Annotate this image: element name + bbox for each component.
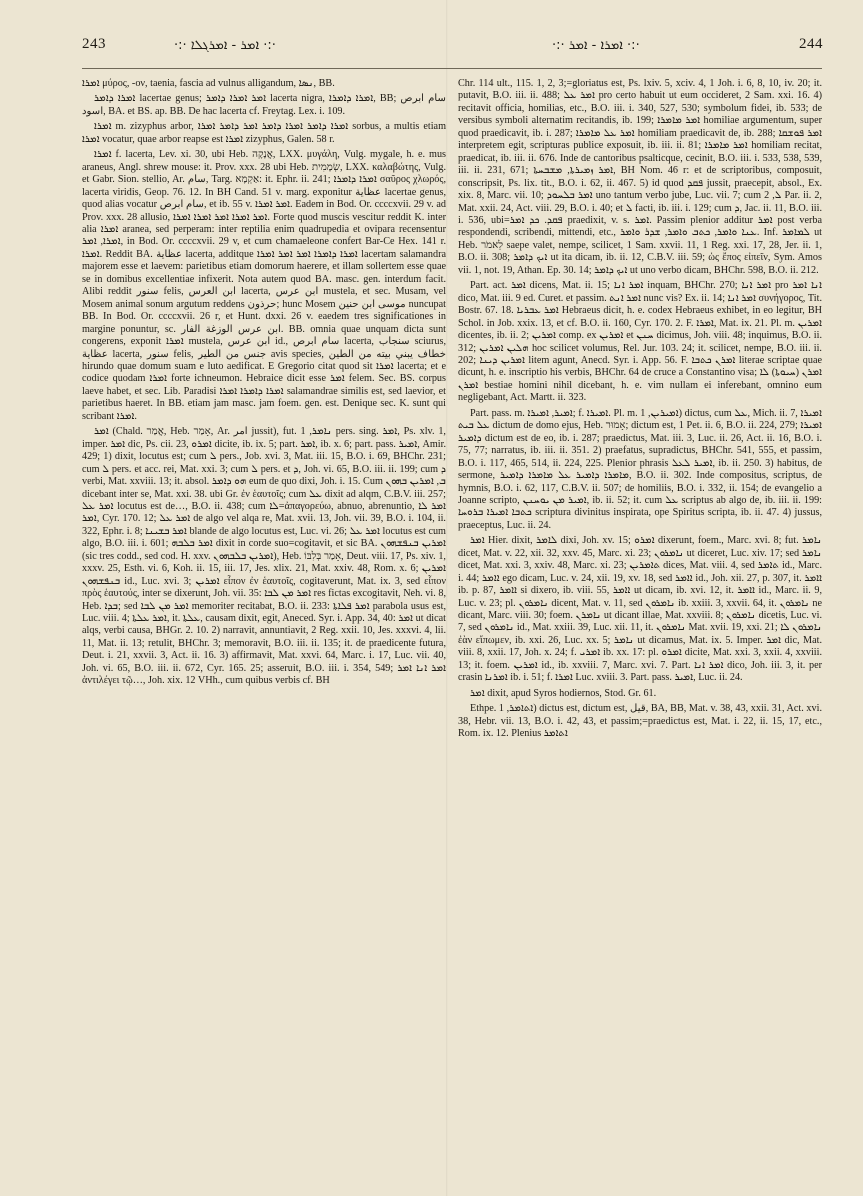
left-page-number: 243 <box>82 36 106 52</box>
right-page-number: 244 <box>799 36 823 52</box>
entry-paragraph: Chr. 114 ult., 115. 1, 2, 3;=gloriatus est, Ps. lxiv. 5, xciv. 4, 1 Joh. i. 6, 8, 10, iv. 20; it. putavit, B.O. iii. ii. 488; ܐܡܪ ܥܠ pro certo habuit ut eum occideret, 2 Sam. xxi. 16. 4) recitavit officia, homilias, etc., B.O. iii. i. 340, 527, 530; symbolum fidei, ib. 533; de versibus symboli alternatim recitandis, ib. 199; ܐܡܪ ܡܐܡܪܐ homiliae argumentum, super quod praedicavit, ib. i. 287; ܐܡܪ ܥܠ ܡܐܡܪܐ homiliam praedicavit de, ib. 288; ܐܡܪ ܦܘܫܩܐ interpretem egit, scripturas publice exposuit, ib. iii. ii. 81; ܐܡܪ ܡܐܡܪܐ homiliam recitat, praedicat, ib. iii. ii. 676. Inde de cantoribus psalticque, cecinit, B.O. iii. i. 533, 538, 539, iii. ii. 231, 671; ܐܡܪ ܙܡܝܪܬܐ, ܡܫܒܚܬܐ, BH Nom. 46 r: et de scriptoribus, composuit, conscripsit, Ps. lix. tit., B.O. i. 62, ii. 467. 5) id quod ܦܩܕ jussit, praecepit, absol., Ex. xix. 8, Marc. vii. 10; ܐܡܪ ܒܠܚܘܕ uno tantum verbo jube, Luc. vii. 7; cum ܠ, 2 Par. ii. 2, Mat. xxii. 24, Act. viii. 29, B.O. i. 40; et ܠ facti, ib. iii. i. 129; cum ܕ, Jac. ii. 11, B.O. iii. i. 536, ubi=ܦܩܕ. ܟܕ ܐܡܪ praedixit, v. s. ܐܡܪ. Passim plenior additur ܐܡܪ post verba respondendi, scribendi, mittendi, etc., ܥܢܐ ܘܐܡܪ, ܟܬܒ ܘܐܡܪ, ܫܕܪ ܘܐܡܪ. Inf. ܠܡܐܡܪ ut Heb. לֵאמֹר saepe valet, nempe, scilicet, 1 Sam. xxvii. 11, 1 Reg. xxi. 17, 28, Jer. ii. 1, B.O. ii. 308; ܐܝܟ ܕܐܡܪ ut ita dicam, ib. ii. 12, C.B.V. iii. 59; ὡς ἔπος εἰπεῖν, Sym. Amos vii. 1, not. 19, Athan. Ep. 30. 14; ܐܝܟ ܕܐܡܪ ut uno verbo dicam, BHChr. 598, B.O. ii. 212. <box>458 78 823 276</box>
entry-paragraph: ܐܡܪܐ μύρος, -ον, taenia, fascia ad vulnus alligandum, ܢܣܐ, BB. <box>82 78 335 89</box>
left-column <box>82 78 446 691</box>
entry-paragraph: ܐܡܪܐ f. lacerta, Lev. xi. 30, ubi Heb. אֲנָקָה, LXX. μυγάλη, Vulg. mygale, h. e. mus araneus, Angl. shrew mouse: it. Prov. xxx. 28 ubi Heb. שְׂמָמִית, LXX. καλαβώτης, Vulg. et Gabr. Sion. stellio, Ar. سام, Targ. אַקְמָא: it. Ephr. ii. 241; ܐܡܪܐ ܕܐܡܪܐ σαῦρος χλωρός, lacerta viridis, Geop. 76. 12. In BH Cand. 51 v. marg. exponitur عظاية lacertae genus, quod alias vocatur سام ابرص, et ib. 55 v. ܐܡܪ ܐܡܪܐ. Eadem in Bod. Or. ccccxvii. 29 v. ad Prov. xxx. 28 allusio, ܐܡܪ ܐܡܪܐ ܐܡܪ ܐܡܪܐ ܐܡܪܐ. Forte quod muscis vescitur reddit K. inter alia ܐܡܪܐ aranea, sed perperam: inter reptilia enim quadrupedia et ovipara recensentur ܐܡܪܐ, ܐܡܪ, in Bod. Or. ccccxvii. 29 v, et cum chamaeleone confert Bar-Ce Hex. 141 r. ܐܡܪܐ. Reddit BA. عظاية lacerta, additque ܐܡܪܐ ܕܐܡܪܐ ܐܡܪ ܐܡܪ ܐܡܪܐ lacertam salamandra majorem esse et laevem: parietibus etiam domorum haerere, et illam sollertem esse quae se in domibus excellentiae infixerit. Nota autem quod BA. masc. gen. interdum facit. Alibi reddit سنور felis, ابن العرس lacerta, ابن عرس mustela, et sec. Musam, vel Mosem animal sonum argutum reddens حرذون; hunc Mosem موسى ابن حنين nuncupat BB. In Bod. Or. ccccxvii. 26 r, et Hunt. dxxi. 26 v. eaedem tres significationes in margine ponuntur, sc. ابن عرس الوزغة الفار. BB. omnia quae unquam dicta sunt congerens, exponit ܐܡܪܐ mustela, ابن عرس id., سام ابرص lacerta, سنجاب sciurus, عظاية lacerta, سنور felis, جنس من الطير avis species, خطاف يبني بيته من الطين hirundo quae domum suam e luto aedificat. E Gregorio citat quod sit ܐܡܪܐ lacerta; et e codice quodam ܐܡܪܐ forte ichneumon. Hebraice dicit esse ܐܡܪ felem. Sec. BS. corpus laeve habet, et sec. Lib. Paradisi ܐܡܪܐ ܕܐܡܪܐ ܐܡܪܐ salamandrae similis est, sed laevior, et parietibus haeret. In BB. etiam jam masc. jam foem. gen. est. Denique sec. K. sunt qui scribant ܐܡܪܐ. <box>82 149 447 422</box>
entry-paragraph: ܐܡܪ Hier. dixit, ܠܐܡܪ dixi, Joh. xv. 15; ܐܡܪܘ dixerunt, foem., Marc. xvi. 8; fut. ܢܐܡܪ dicet, Mat. v. 22, xii. 32, xxv. 45, Marc. xi. 23; ܢܐܡܪܘܢ ut diceret, Luc. xiv. 17; sed ܢܐܡܪ dicet, Mat. xxi. 3, xxiv. 48, Marc. xi. 23; ܬܐܡܪܝܢ dices, Mat. viii. 4, sed ܬܐܡܪ id., Marc. i. 44; ܐܐܡܪ ego dicam, Luc. v. 24, xii. 19, xv. 18, sed ܐܐܡܪ id., Joh. xii. 27, p. 307, it. ܐܐܡܪ ib. p. 87, ܐܐܡܪ si dixero, ib. viii. 55, ܐܐܡܪ ut dicam, ib. xvi. 12, it. ܐܐܡܪ id., Marc. ii. 9, Luc. v. 23; pl. ܢܐܡܪܘܢ dicent, Mat. v. 11, sed ܢܐܡܪܘܢ ib. xxiii. 3, xxvii. 64, it. ܢܐܡܪܘܢ ne dicant, Marc. viii. 30; foem. ܢܐܡܪܢ ut dicant illae, Mat. xxviii. 8; ܢܐܡܪܘܢ dicetis, Luc. vi. 7, sed ܢܐܡܪܘܢ id., Mat. xxiii. 39, Luc. xii. 11, it. ܢܐܡܪܘܢ Mat. xvii. 19, xxi. 21; ܢܐܡܪܘܢ ܠܐ ἐὰν εἴπωμεν, ib. xxi. 26, Luc. xx. 5; ܢܐܡܪ ut dicamus, Mat. ix. 5. Imper. ܐܡܪ dic, Mat. viii. 8, xxii. 17, Joh. x. 24; f. ܐܡܪܝ ib. xx. 17: pl. ܐܡܪܘ dicite, Mat. xxi. 3, xxii. 4, xxviii. 13; it. foem. ܐܡܪܝܢ id., ib. xxviii. 7, Marc. xvi. 7. Part. ܐܡܪ ܐܢܐ dico, Joh. iii. 3, it. per crasin ܐܡܪܢܐ ib. i. 51; f. ܐܡܪܐ Luc. xviii. 3. Part. pass. ܐܡܝܪ, Luc. ii. 24. <box>458 535 823 684</box>
right-column <box>458 78 822 744</box>
entry-paragraph: ܐܡܪ dixit, apud Syros hodiernos, Stod. Gr. 61. <box>470 687 657 699</box>
right-running-head: ·:· ܐܡܪܐ - ܐܡܪ ·:· <box>552 38 640 53</box>
running-header <box>82 36 823 60</box>
entry-paragraph: Ethpe. ܐܬܐܡܪ, 1) dictus est, dictum est, قيل, BA, BB, Mat. v. 38, 43, xxii. 31, Act. xvi. 38, Hebr. vii. 13, B.O. i. 42, 43, et passim;=praedictus est, Mat. i. 22, ii. 15, 17, etc., Rom. ix. 12. Plenius ܐܬܐܡܪ <box>458 703 822 740</box>
header-rule <box>82 68 822 69</box>
page-fold <box>446 0 448 1196</box>
entry-paragraph: Part. pass. m. ܐܡܝܪ, ܐܡܝܪܐ; f. ܐܡܝܪܐ. Pl. m. ܐܡܝܪܝܢ, 1) dictus, cum ܥܠ, Mich. ii. 7, ܐܡܝܪܐ ܥܠ ܒܝܬ dictum de domo ejus, Heb. אָמוּר; dictum est, 1 Pet. ii. 6, B.O. ii. 224, 279; ܐܡܝܪܐ ܕܐܡܝܪ dictum est de eo, ib. i. 287; praedictus, Mat. iii. 3, Luc. ii. 26, Act. ii. 16, B.O. i. 75, 77; narratus, ib. iii. ii. 351. 2) praefatus, supradictus, BHChr. 541, 555, et passim, B.O. i. 117, 465, 514, ii. 224, 225. Plenior phrasis ܐܡܝܪ ܠܥܠ, ib. ii. 250. 3) habitus, de sermone, ܡܐܡܪܐ ܕܐܡܝܪ ܥܠ ܡܐܡܪܐ ܕܐܡܝܪ, B.O. ii. 302. Inde compositus, scriptus, de hymnis, B.O. i. 62, 117, C.B.V. ii. 507; de homiliis, B.O. i. 332, ii. 154; de evangelio a Joanne scripto, ܐܡܝܪ ܡܢ ܝܘܚܢܢ, ib. ii. 52; it. cum ܥܠ scriptus ab algo de, ib. iii. ii. 199: ܟܬܒܐ ܐܡܝܪܐ ܒܪܘܚܐ scriptura divinitus inspirata, ope Spiritus scripta, ib. ii. 47. 4) jussus, praeceptus, Luc. ii. 24. <box>458 407 822 531</box>
left-running-head: ·:· ܐܡܪ - ܐܡܪܓܠܐ ·:· <box>174 38 276 53</box>
entry-paragraph: ܐܡܪ (Chald. אֲמַר, Heb. אָמַר, Ar. امر jussit), fut. ܢܐܡܪ, 1 pers. sing. ܐܡܪ, Ps. xlv. 1, imper. ܐܡܪ dic, Ps. cii. 23, ܐܡܪܘ dicite, ib. ix. 5; part. ܐܡܪ, ib. x. 6; part. pass. ܐܡܝܪ, Amir. 429; 1) dixit, locutus est; cum ܠ pers., Job. xvi. 3, Mat. iii. 15, B.O. i. 69, BHChr. 231; cum ܠ pers. et acc. rei, Mat. xxi. 3; cum ܠ pers. et ܕ, Joh. vi. 65, B.O. iii. ii. 199; cum ܕ verbi, Mat. xxviii. 13; it. absol. ܗܘ ܕܐܡܪ eum de quo dixi, Joh. i. 15. Cum ܒ, ܐܡܪܝܢ ܒܗܘܢ dicebant inter se, Mat. xxi. 38. ubi Gr. ἐν ἑαυτοῖς; cum ܥܠ dixit ad alqm, C.B.V. iii. 257; ܐܡܪ ܥܠ locutus est de…, B.O. ii. 438; cum ܠܐ=ἀπαγορεύω, abnuo, abrenuntio, ܐܡܪ ܠܐ ܐܡܪ, Cyr. 170. 12; ܐܡܪ ܥܠ de algo vel alqa re, Mat. xvii. 13, Joh. vii. 39, B.O. i. 104, ii. 322, Ephr. i. 8; ܐܡܪ ܒܫܝܢܐ blande de algo locutus est, Luc. vi. 26; ܐܡܪ ܥܠ locutus est cum algo, B.O. iii. i. 601; ܐܡܪ ܒܠܒܗ dixit in corde suo=cogitavit, et sic BA. ܐܡܪܝܢ ܒܢܦܫܗܘܢ (sic tres codd., sed cod. H. xxv. ܐܡܪܝܢ ܒܠܒܗܘܢ), Heb. אָמַר בְּלִבּוֹ, Deut. viii. 17, Ps. xiv. 1, xxxv. 25, Esth. vi. 6, Koh. ii. 15, iii. 17, Jes. xlix. 21, Mat. xxiv. 48, Rom. x. 6; ܐܡܪܝܢ ܒܢܦܫܗܘܢ id., Luc. xvi. 3; ܐܡܪܝܢ εἶπον ἐν ἑαυτοῖς, cogitaverunt, Mat. ix. 3, sed εἶπον πρὸς ἑαυτούς, inter se dixerunt, Joh. vii. 35: ܐܡܪ ܡܢ ܠܒܐ res fictas excogitavit, Neh. vi. 8, Heb. ܒܕܐ; sed ܐܡܪ ܡܢ ܠܒܐ memoriter recitabat, B.O. ii. 233: ܐܡܪ ܦܠܐܬܐ parabola usus est, Luc. viii. 4; ܐܡܪ ܥܠܬܐ, it. ܥܠܬܐ, causam dixit, egit, Aneced. Syr. i. App. 34, 40: ܐܡܪ ut dicat alqs, verbi causa, BHGr. 2. 10. 2) narravit, annuntiavit, 2 Reg. xxii. 10, Jes. xxxvi. 4, lii. 11, Mat. ii. 13; retulit, BHChr. 3; memoravit, B.O. iii. ii. 135; it. de praedicente futura, Deut. i. 21, xxvii. 3, Act. ii. 16. 3) affirmavit, Mat. xxvi. 64, Marc. i. 17, Luc. vii. 40, Joh. vi. 65, B.O. iii. ii. 672, Cyr. 165. 25; asseruit, B.O. iii. i. 354, 549; ܐܡܪ ܐܢܐ ܐܡܪ ἀντιλέγει τῷ…, Joh. xix. 12 VHh., cum quibus verbis cf. BH <box>82 426 447 687</box>
entry-paragraph: ܐܡܪܐ ܕܐܡܪ lacertae genus; ܐܡܪ ܐܡܪܐ ܕܐܡܪ lacerta nigra, ܐܡܪܐ ܕܐܡܪܐ, BB; سام ابرص اسود, BA. et BS. ap. BB. De hac lacerta cf. Freytag. Lex. i. 109. <box>82 93 447 117</box>
entry-paragraph: ܐܡܪܐ m. zizyphus arbor, ܐܡܪܐ ܕܐܡܪ ܐܡܪܐ ܕܐܡܪ ܐܡܪ ܕܐܡܪ ܐܡܪܐ sorbus, a multis etiam ܐܡܪܐ vocatur, quae arbor reapse est ܐܡܪܐ zizyphus, Galen. 58 r. <box>82 121 446 145</box>
entry-paragraph: Part. act. ܐܡܪ dicens, Mat. ii. 15; ܐܡܪ ܐܢܐ inquam, BHChr. 270; ܐܡܪ ܐܢܐ pro ܐܢܐ ܐܡܪ dico, Mat. iii. 9 ed. Curet. et passim. ܐܡܪ ܐܢܬ nunc vis? Ex. ii. 14; ܐܡܪ ܐܢܐ συνήγορος, Tit. Bostr. 67. 18. ܐܡܪ ܥܒܪܝܐ Hebraeus dicit, h. e. codex Hebraeus exhibet, in eo legitur, BH Schol. in Job. xxix. 13, et cf. B.O. ii. 160, Cyr. 170. 2. F. ܐܡܪܐ, Mat. ix. 21. Pl. m. ܐܡܪܝܢ dicentes, ib. ii. 2; ܐܡܪܝܢ comp. ex ܐܡܪܝܢ et ܚܢܢ dicimus, Joh. viii. 48; inquimus, B.O. ii. 312; ܗܠܝܢ ܐܡܪܝܢ hoc scilicet volumus, Rel. Jur. 103. 24; it. scilicet, nempe, B.O. iii. ii. 202; ܐܡܪܝܢ ܕܝܢܐ litem agunt, Anecd. Syr. i. App. 56. F. ܐܡܪܢ ܟܬܒܐ literae scriptae quae dicunt, h. e. inscriptio his verbis, BHChr. 64 de cruce a Constantino visa; ܐܡܪܢ (ܚܝܘܬܐ) ܠܐ ܐܡܪܢ bestiae homini nihil dicebant, h. e. vim nullam ei inferebant, omnino eum negligebant, Act. Martt. ii. 323. <box>458 280 823 404</box>
